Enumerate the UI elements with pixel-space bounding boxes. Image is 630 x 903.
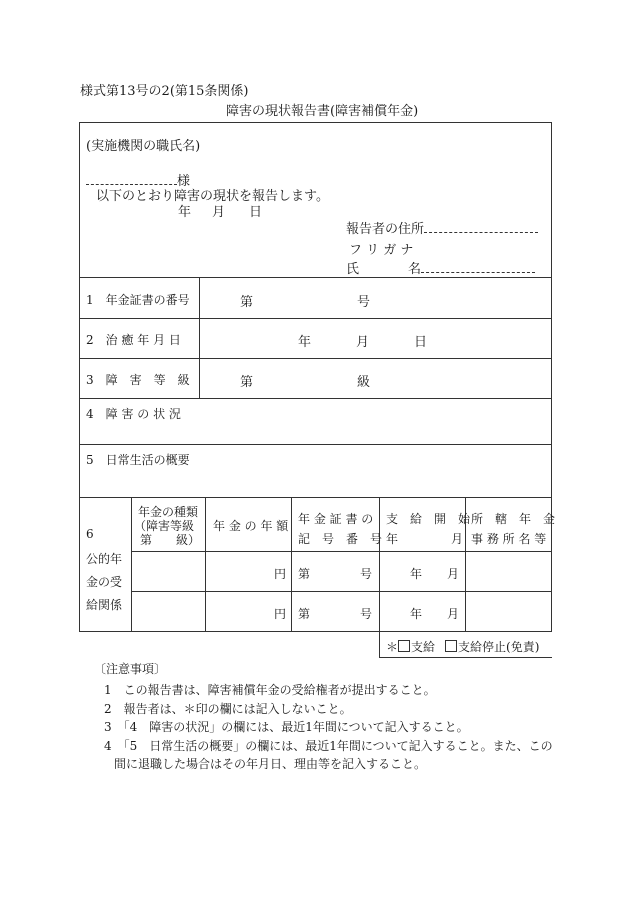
- note-item-3: 3 「4 障害の状況」の欄には、最近1年間について記入すること。: [104, 720, 469, 734]
- cert-dai: 第: [240, 295, 254, 310]
- daily-life-label: 5 日常生活の概要: [86, 453, 190, 467]
- note-item-4-cont: 間に退職した場合はその年月日、理由等を記入すること。: [114, 757, 427, 771]
- col-pension-type-l1: 年金の種類: [138, 505, 199, 519]
- payment-options: [386, 638, 539, 655]
- row1-nen: 年: [410, 567, 423, 581]
- notes-heading: 〔注意事項〕: [94, 662, 167, 676]
- cure-month: 月: [356, 335, 370, 350]
- note-item-2: 2 報告者は、＊印の欄には記入しないこと。: [104, 702, 352, 716]
- col-annual-amount: 年 金 の 年 額: [213, 519, 289, 533]
- pension-side-l2: 金の受: [86, 575, 123, 589]
- row1-go: 号: [360, 567, 373, 581]
- form-title: 障害の現状報告書(障害補償年金): [226, 104, 419, 119]
- col-office-l1: 所 轄 年 金: [471, 512, 556, 526]
- pension-side-l1: 公的年: [86, 552, 123, 566]
- form-number: 様式第13号の2(第15条関係): [80, 84, 249, 99]
- pension-section-number: 6: [86, 527, 94, 541]
- payment-checkbox[interactable]: [398, 640, 410, 652]
- row2-yen: 円: [274, 607, 287, 621]
- org-label: (実施機関の職氏名): [86, 139, 201, 154]
- col-cert-l1: 年 金 証 書 の: [298, 512, 374, 526]
- col-start-year: 年: [386, 532, 399, 546]
- furigana-label: フ リ ガ ナ: [349, 243, 414, 258]
- pension-side-l3: 給関係: [86, 598, 123, 612]
- asterisk-mark: ＊: [386, 640, 399, 654]
- date-year: 年: [178, 205, 192, 220]
- col-office-l2: 事 務 所 名 等: [471, 532, 547, 546]
- row1-yen: 円: [274, 567, 287, 581]
- grade-dai: 第: [240, 375, 254, 390]
- disability-status-label: 4 障 害 の 状 況: [86, 407, 181, 421]
- cure-year: 年: [298, 335, 312, 350]
- grade-kyu: 級: [357, 375, 371, 390]
- reporter-address-label: 報告者の住所: [346, 222, 425, 237]
- row2-go: 号: [360, 607, 373, 621]
- row2-nen: 年: [410, 607, 423, 621]
- row2-tsuki: 月: [447, 607, 460, 621]
- name-shi: 氏: [346, 262, 360, 277]
- sama-text: 様: [177, 174, 191, 189]
- disability-grade-label: 3 障 害 等 級: [86, 373, 190, 387]
- reporter-address-field[interactable]: [346, 218, 538, 237]
- name-field[interactable]: [346, 258, 535, 277]
- address-line: [424, 220, 538, 233]
- name-line: [421, 260, 535, 273]
- row2-dai: 第: [298, 607, 311, 621]
- addressee-line: [86, 172, 177, 185]
- col-start-l1: 支 給 開 始: [386, 512, 471, 526]
- cert-go: 号: [357, 295, 371, 310]
- suspension-checkbox[interactable]: [445, 640, 457, 652]
- cure-day: 日: [414, 335, 428, 350]
- intro-text: 以下のとおり障害の現状を報告します。: [96, 189, 329, 204]
- row1-dai: 第: [298, 567, 311, 581]
- payment-label: 支給: [411, 640, 436, 654]
- note-item-1: 1 この報告書は、障害補償年金の受給権者が提出すること。: [104, 683, 436, 697]
- row1-tsuki: 月: [447, 567, 460, 581]
- name-mei: 名: [408, 262, 422, 277]
- suspension-label: 支給停止(免責): [458, 640, 540, 654]
- col-pension-type-l2: （障害等級: [134, 519, 195, 533]
- col-pension-type-l3: 第 級）: [140, 533, 201, 547]
- cure-date-label: 2 治 癒 年 月 日: [86, 333, 181, 347]
- date-day: 日: [249, 205, 263, 220]
- note-item-4: 4 「5 日常生活の概要」の欄には、最近1年間について記入すること。また、この: [104, 739, 553, 753]
- col-start-month: 月: [451, 532, 464, 546]
- col-cert-l2: 記 号 番 号: [298, 532, 383, 546]
- pension-cert-number-label: 1 年金証書の番号: [86, 293, 190, 307]
- date-month: 月: [212, 205, 226, 220]
